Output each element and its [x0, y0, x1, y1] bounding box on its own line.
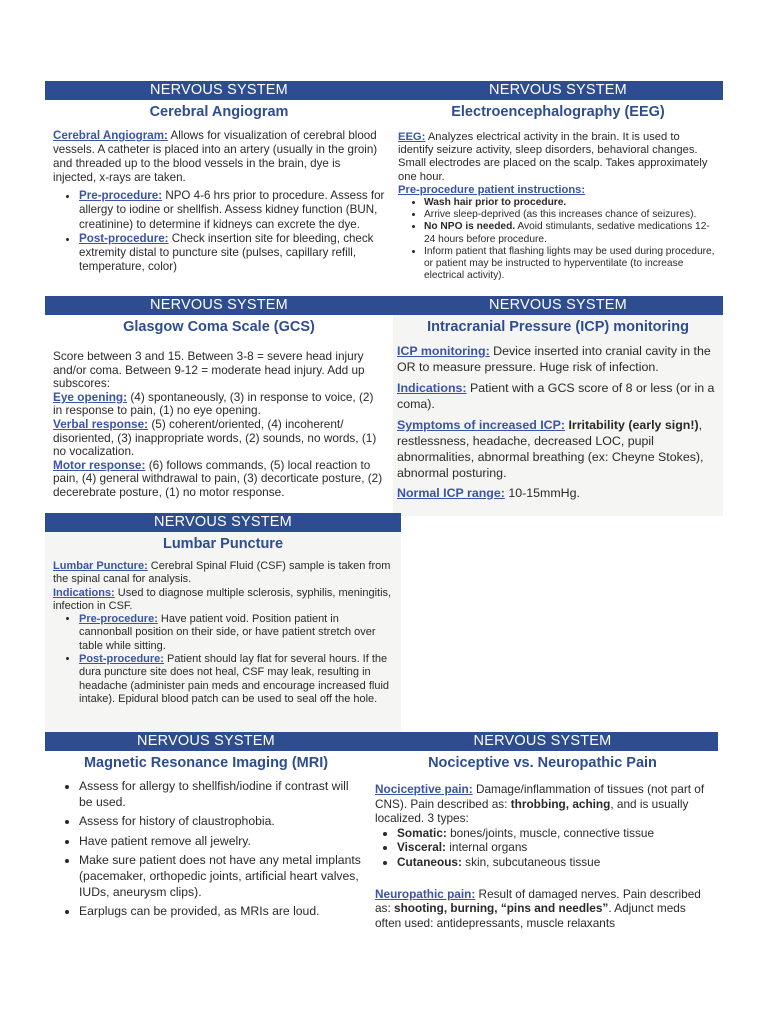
item-label: Post-procedure:	[79, 653, 164, 666]
item-bold: Irritability (early sign!)	[565, 418, 699, 432]
icp-symptoms	[397, 417, 719, 481]
item-bold: Wash hair prior to procedure.	[424, 197, 567, 209]
card-header: NERVOUS SYSTEM	[393, 81, 723, 100]
card-title: Cerebral Angiogram	[149, 104, 289, 120]
term-bold: shooting, burning, “pins and needles”	[394, 901, 609, 916]
intro-paragraph: Score between 3 and 15. Between 3-8 = severe head injury and/or coma. Between 9-12 = moderate head injury. Add up subscores:	[53, 349, 365, 391]
term-text: . Adjunct meds often used: antidepressants, muscle relaxants	[375, 901, 686, 930]
term-text: Used to diagnose multiple sclerosis, syphilis, meningitis, infection in CSF.	[53, 586, 392, 612]
term-label: Nociceptive pain:	[375, 782, 473, 796]
item-text: Inform patient that flashing lights may be used during procedure, or patient may be instructed to hyperventilate (to increase electrical activity).	[424, 245, 715, 282]
list-item	[79, 613, 393, 653]
intro-paragraph	[398, 131, 718, 184]
term-label: Neuropathic pain:	[375, 886, 476, 901]
list-item: • Make sure patient does not have any metal implants (pacemaker, orthopedic joints, artificial heart valves, IUDs, aneurysm clips).	[79, 853, 363, 900]
item-text: (5) coherent/oriented, (4) incoherent/ disoriented, (3) inappropriate words, (2) sounds, no words, (1) no vocalization.	[53, 416, 377, 459]
term-bold: throbbing, aching	[510, 796, 611, 811]
section-label: Pre-procedure patient instructions:	[398, 183, 586, 196]
term-label: Cerebral Angiogram:	[53, 129, 168, 142]
list-item: • Earplugs can be provided, as MRIs are loud.	[79, 904, 363, 920]
subscore-motor	[53, 459, 385, 500]
subscore-eye	[53, 391, 385, 418]
item-text: , restlessness, headache, decreased LOC, pupil abnormalities, abnormal breathing (ex: Cheyne Stokes), abnormal posturing.	[397, 418, 704, 480]
icp-definition	[397, 343, 719, 375]
item-label: ICP monitoring:	[397, 344, 490, 358]
card-title: Electroencephalography (EEG)	[451, 104, 665, 120]
item-text: internal organs	[445, 840, 528, 855]
card-lumbar-puncture	[45, 513, 401, 732]
card-header: NERVOUS SYSTEM	[45, 732, 367, 751]
list-item	[397, 840, 710, 855]
list-item	[397, 855, 710, 870]
pain-types-list	[375, 826, 710, 870]
neuropathic-paragraph	[375, 887, 710, 931]
item-text: Device inserted into cranial cavity in the OR to measure pressure. Huge risk of infection.	[397, 344, 711, 374]
item-label: Pre-procedure:	[79, 613, 158, 626]
list-item	[79, 232, 385, 274]
term-text: , and is usually localized. 3 types:	[375, 796, 689, 826]
card-mri	[45, 732, 367, 942]
item-label: Eye opening:	[53, 389, 128, 404]
term-text: Cerebral Spinal Fluid (CSF) sample is taken from the spinal canal for analysis.	[53, 560, 391, 586]
item-text: Arrive sleep-deprived (as this increases chance of seizures).	[424, 209, 697, 221]
term-label: Lumbar Puncture:	[53, 560, 148, 572]
card-title: Nociceptive vs. Neuropathic Pain	[428, 755, 657, 771]
card-glasgow-coma-scale	[45, 296, 393, 513]
list-item	[79, 189, 385, 231]
list-item	[424, 221, 718, 245]
list-item: • Have patient remove all jewelry.	[79, 834, 363, 850]
card-header: NERVOUS SYSTEM	[45, 513, 401, 532]
term-text: Result of damaged nerves. Pain described as:	[375, 886, 701, 916]
item-text: (6) follows commands, (5) local reaction to pain, (4) general withdrawal to pain, (3) decorticate posture, (2) decerebrate posture, (1) no motor response.	[53, 457, 383, 499]
term-text: Allows for visualization of cerebral blood vessels. A catheter is placed into an artery (usually in the groin) and threaded up to the blood vessels in the brain, dye is injected, x-rays are taken.	[53, 129, 378, 185]
list-item	[424, 246, 718, 283]
item-text: Avoid stimulants, sedative medications 12-24 hours before procedure.	[424, 221, 710, 245]
mri-checklist	[49, 779, 363, 920]
section-label-line	[398, 184, 718, 197]
term-text: Damage/inflammation of tissues (not part of CNS). Pain described as:	[375, 782, 705, 811]
card-header: NERVOUS SYSTEM	[393, 296, 723, 315]
procedure-list	[53, 613, 393, 706]
item-text: bones/joints, muscle, connective tissue	[446, 825, 655, 840]
item-label: Verbal response:	[53, 416, 149, 431]
item-bold: Visceral:	[397, 840, 446, 855]
card-header: NERVOUS SYSTEM	[367, 732, 718, 751]
list-item: • Assess for history of claustrophobia.	[79, 814, 363, 830]
card-icp-monitoring	[393, 296, 723, 516]
procedure-list	[53, 189, 385, 274]
card-cerebral-angiogram	[45, 81, 393, 296]
item-text: 10-15mmHg.	[504, 486, 580, 500]
item-text: skin, subcutaneous tissue	[461, 854, 601, 869]
list-item	[424, 197, 718, 209]
item-label: Symptoms of increased ICP:	[397, 418, 566, 432]
card-header: NERVOUS SYSTEM	[45, 296, 393, 315]
icp-indications	[397, 380, 719, 412]
item-text: Patient with a GCS score of 8 or less (or in a coma).	[397, 381, 715, 411]
item-text: NPO 4-6 hrs prior to procedure. Assess for allergy to iodine or shellfish. Assess kidney function (BUN, creatinine) to determine if kidneys can excrete the dye.	[79, 189, 385, 231]
indications-paragraph	[53, 587, 393, 614]
card-title: Magnetic Resonance Imaging (MRI)	[83, 755, 329, 771]
term-label: EEG:	[398, 131, 426, 143]
list-item	[424, 209, 718, 221]
subscore-verbal	[53, 418, 385, 459]
item-text: (4) spontaneously, (3) in response to voice, (2) in response to pain, (1) no eye opening.	[53, 389, 374, 418]
card-pain-types	[367, 732, 718, 942]
card-title: Intracranial Pressure (ICP) monitoring	[427, 319, 689, 335]
nociceptive-paragraph	[375, 782, 710, 826]
list-item	[79, 653, 393, 706]
icp-normal-range	[397, 485, 719, 501]
card-eeg	[393, 81, 723, 296]
card-title: Glasgow Coma Scale (GCS)	[123, 319, 315, 335]
intro-paragraph	[53, 129, 385, 185]
list-item	[397, 826, 710, 841]
item-bold: Cutaneous:	[397, 854, 462, 869]
item-bold: No NPO is needed.	[424, 221, 516, 233]
item-label: Motor response:	[53, 457, 146, 472]
item-text: Check insertion site for bleeding, check extremity distal to puncture site (pulses, capillary refill, temperature, color)	[79, 231, 374, 273]
item-label: Pre-procedure:	[79, 189, 163, 203]
item-bold: Somatic:	[397, 825, 447, 840]
item-label: Indications:	[397, 381, 467, 395]
term-label: Indications:	[53, 586, 115, 599]
list-item: • Assess for allergy to shellfish/iodine if contrast will be used.	[79, 779, 363, 810]
card-title: Lumbar Puncture	[162, 536, 284, 552]
card-header: NERVOUS SYSTEM	[45, 81, 393, 100]
item-text: Patient should lay flat for several hours. If the dura puncture site does not heal, CSF may leak, resulting in headache (administer pain meds and encourage increased fluid intake). Epidural blood patch can be used to seal off the hole.	[79, 653, 390, 705]
item-text: Have patient void. Position patient in cannonball position on their side, or have patient stretch over table while sitting.	[79, 613, 376, 652]
term-text: Analyzes electrical activity in the brain. It is used to identify seizure activity, sleep disorders, behavioral changes. Small electrodes are placed on the scalp. Takes approximately one hour.	[398, 131, 708, 183]
item-label: Post-procedure:	[79, 231, 169, 245]
intro-paragraph	[53, 560, 393, 587]
item-label: Normal ICP range:	[397, 486, 505, 500]
instruction-list	[398, 197, 718, 282]
